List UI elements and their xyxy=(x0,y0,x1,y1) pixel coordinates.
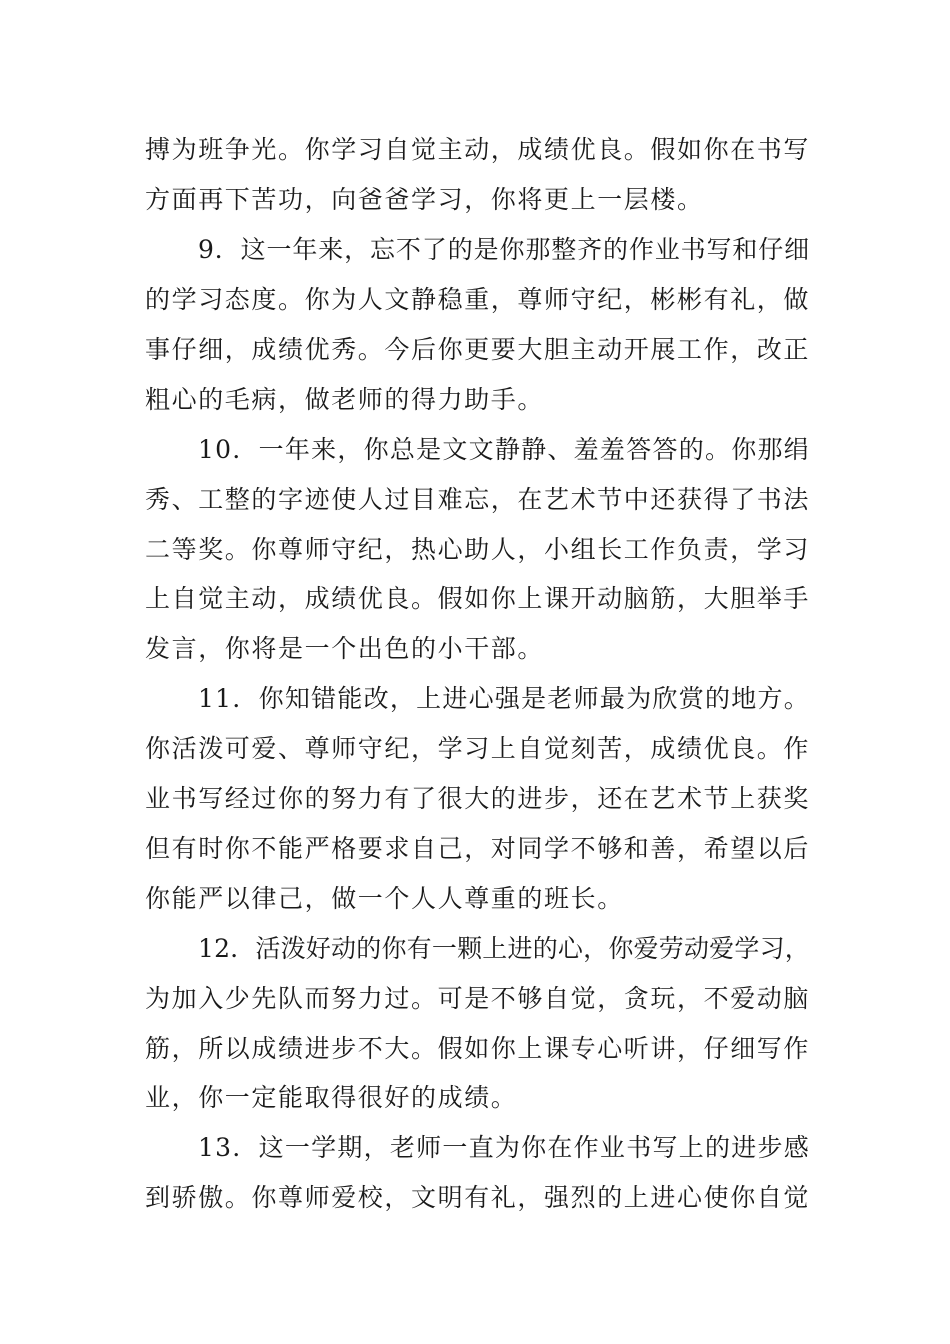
text-line: 事仔细，成绩优秀。今后你更要大胆主动开展工作，改正 xyxy=(145,335,810,364)
text-line: 粗心的毛病，做老师的得力助手。 xyxy=(145,385,545,414)
text-line: 10．一年来，你总是文文静静、羞羞答答的。你那绢 xyxy=(198,435,810,464)
text-line: 业，你一定能取得很好的成绩。 xyxy=(145,1083,518,1112)
text-line: 12．活泼好动的你有一颗上进的心，你爱劳动爱学习， xyxy=(198,934,810,963)
text-line: 13．这一学期，老师一直为你在作业书写上的进步感 xyxy=(198,1133,810,1162)
text-line: 到骄傲。你尊师爱校，文明有礼，强烈的上进心使你自觉 xyxy=(145,1183,810,1212)
text-line: 业书写经过你的努力有了很大的进步，还在艺术节上获奖 xyxy=(145,784,810,813)
text-line: 上自觉主动，成绩优良。假如你上课开动脑筋，大胆举手 xyxy=(145,584,810,613)
text-line: 搏为班争光。你学习自觉主动，成绩优良。假如你在书写 xyxy=(145,135,810,164)
text-line: 筋，所以成绩进步不大。假如你上课专心听讲，仔细写作 xyxy=(145,1034,810,1063)
text-line: 二等奖。你尊师守纪，热心助人，小组长工作负责，学习 xyxy=(145,535,810,564)
text-line: 你能严以律己，做一个人人尊重的班长。 xyxy=(145,884,624,913)
text-line: 9．这一年来，忘不了的是你那整齐的作业书写和仔细 xyxy=(198,235,810,264)
text-line: 方面再下苦功，向爸爸学习，你将更上一层楼。 xyxy=(145,185,704,214)
text-line: 但有时你不能严格要求自己，对同学不够和善，希望以后 xyxy=(145,834,810,863)
text-line: 发言，你将是一个出色的小干部。 xyxy=(145,634,545,663)
text-line: 秀、工整的字迹使人过目难忘，在艺术节中还获得了书法 xyxy=(145,485,810,514)
text-line: 为加入少先队而努力过。可是不够自觉，贪玩，不爱动脑 xyxy=(145,984,810,1013)
text-line: 你活泼可爱、尊师守纪，学习上自觉刻苦，成绩优良。作 xyxy=(145,734,810,763)
text-line: 的学习态度。你为人文静稳重，尊师守纪，彬彬有礼，做 xyxy=(145,285,810,314)
text-line: 11．你知错能改，上进心强是老师最为欣赏的地方。 xyxy=(198,684,810,713)
